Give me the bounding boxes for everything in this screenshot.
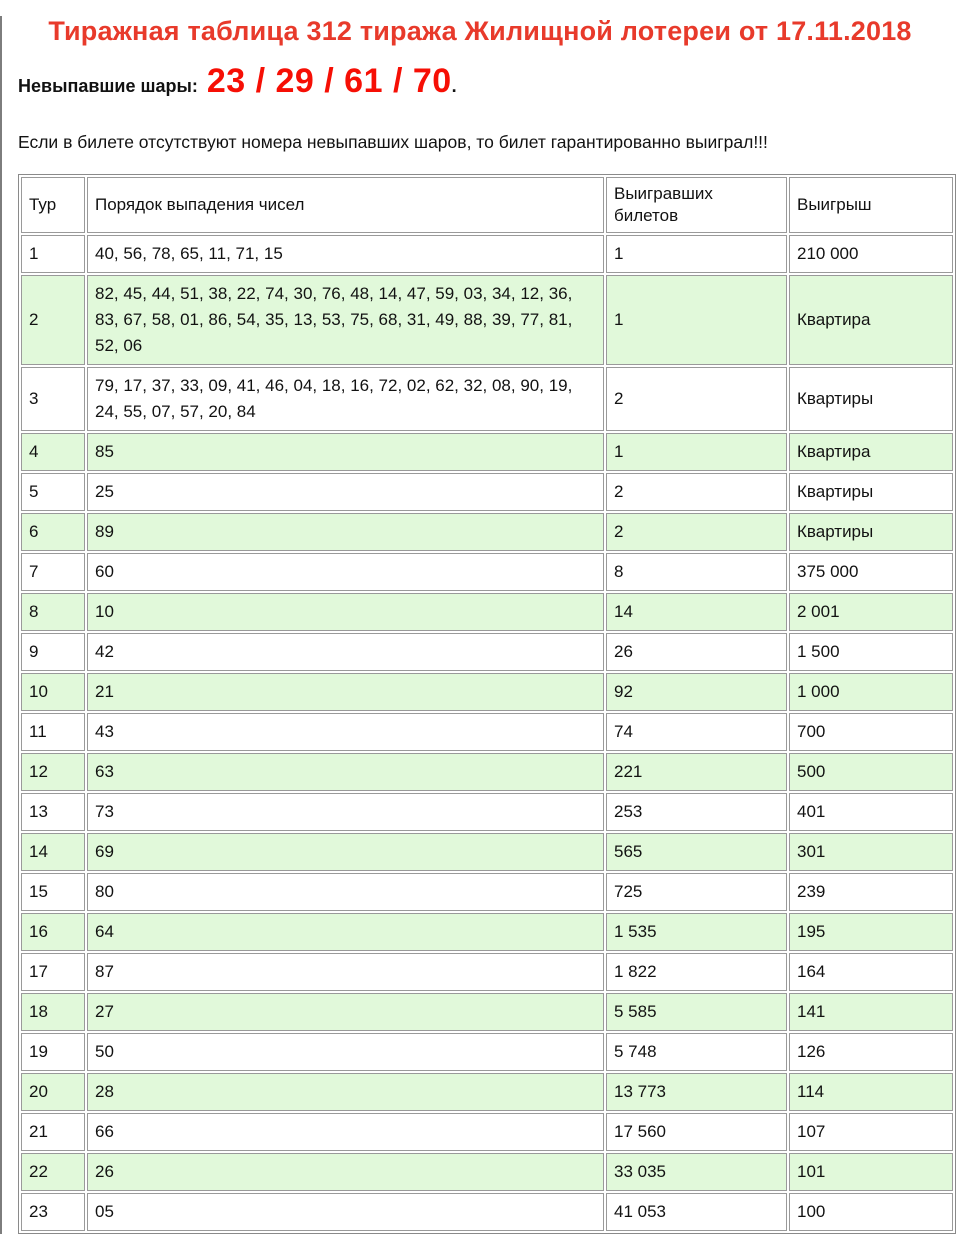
table-row bbox=[21, 1153, 953, 1191]
cell-prize: 141 bbox=[789, 993, 953, 1031]
cell-tour: 12 bbox=[21, 753, 85, 791]
col-header-tour: Тур bbox=[21, 177, 85, 233]
cell-numbers: 05 bbox=[87, 1193, 604, 1231]
cell-tickets: 221 bbox=[606, 753, 787, 791]
cell-tour: 18 bbox=[21, 993, 85, 1031]
missing-balls-value: 23 / 29 / 61 / 70 bbox=[206, 62, 452, 100]
cell-tickets: 5 585 bbox=[606, 993, 787, 1031]
table-row bbox=[21, 275, 953, 365]
cell-tickets: 1 535 bbox=[606, 913, 787, 951]
cell-tickets: 725 bbox=[606, 873, 787, 911]
cell-prize: 195 bbox=[789, 913, 953, 951]
cell-prize: Квартира bbox=[789, 275, 953, 365]
cell-tour: 17 bbox=[21, 953, 85, 991]
cell-prize: 301 bbox=[789, 833, 953, 871]
results-body bbox=[21, 235, 953, 1231]
cell-numbers: 85 bbox=[87, 433, 604, 471]
cell-tour: 16 bbox=[21, 913, 85, 951]
cell-numbers: 10 bbox=[87, 593, 604, 631]
table-row bbox=[21, 953, 953, 991]
cell-numbers: 60 bbox=[87, 553, 604, 591]
table-row bbox=[21, 235, 953, 273]
table-row bbox=[21, 367, 953, 431]
table-row bbox=[21, 993, 953, 1031]
cell-tour: 11 bbox=[21, 713, 85, 751]
cell-tour: 6 bbox=[21, 513, 85, 551]
cell-tour: 4 bbox=[21, 433, 85, 471]
table-row bbox=[21, 1113, 953, 1151]
cell-prize: 164 bbox=[789, 953, 953, 991]
cell-numbers: 73 bbox=[87, 793, 604, 831]
cell-tickets: 253 bbox=[606, 793, 787, 831]
cell-tickets: 1 822 bbox=[606, 953, 787, 991]
cell-tour: 2 bbox=[21, 275, 85, 365]
page-title: Тиражная таблица 312 тиража Жилищной лотереи от 17.11.2018 bbox=[48, 16, 912, 46]
cell-prize: Квартира bbox=[789, 433, 953, 471]
cell-tour: 15 bbox=[21, 873, 85, 911]
cell-tickets: 74 bbox=[606, 713, 787, 751]
table-row bbox=[21, 713, 953, 751]
cell-tickets: 13 773 bbox=[606, 1073, 787, 1111]
cell-prize: 101 bbox=[789, 1153, 953, 1191]
cell-prize: 401 bbox=[789, 793, 953, 831]
results-table bbox=[18, 174, 956, 1234]
cell-tour: 1 bbox=[21, 235, 85, 273]
col-header-numbers: Порядок выпадения чисел bbox=[87, 177, 604, 233]
cell-numbers: 27 bbox=[87, 993, 604, 1031]
page bbox=[0, 16, 958, 1234]
cell-tour: 20 bbox=[21, 1073, 85, 1111]
missing-balls-line bbox=[18, 59, 958, 108]
cell-tickets: 1 bbox=[606, 275, 787, 365]
table-row bbox=[21, 793, 953, 831]
table-row bbox=[21, 1033, 953, 1071]
cell-tour: 10 bbox=[21, 673, 85, 711]
cell-prize: 239 bbox=[789, 873, 953, 911]
cell-numbers: 63 bbox=[87, 753, 604, 791]
col-header-tickets: Выигравших билетов bbox=[606, 177, 787, 233]
col-header-prize: Выигрыш bbox=[789, 177, 953, 233]
cell-prize: 210 000 bbox=[789, 235, 953, 273]
cell-numbers: 25 bbox=[87, 473, 604, 511]
cell-prize: Квартиры bbox=[789, 473, 953, 511]
table-header-row bbox=[21, 177, 953, 233]
cell-numbers: 50 bbox=[87, 1033, 604, 1071]
cell-tour: 3 bbox=[21, 367, 85, 431]
cell-tickets: 1 bbox=[606, 433, 787, 471]
cell-tickets: 5 748 bbox=[606, 1033, 787, 1071]
table-row bbox=[21, 433, 953, 471]
guarantee-note: Если в билете отсутствуют номера невыпавших шаров, то билет гарантированно выиграл!!! bbox=[18, 132, 768, 152]
cell-tickets: 14 bbox=[606, 593, 787, 631]
cell-tickets: 2 bbox=[606, 513, 787, 551]
cell-numbers: 42 bbox=[87, 633, 604, 671]
cell-numbers: 69 bbox=[87, 833, 604, 871]
cell-prize: 114 bbox=[789, 1073, 953, 1111]
cell-numbers: 79, 17, 37, 33, 09, 41, 46, 04, 18, 16, 72, 02, 62, 32, 08, 90, 19, 24, 55, 07, 57, 20, 84 bbox=[87, 367, 604, 431]
cell-tour: 22 bbox=[21, 1153, 85, 1191]
cell-numbers: 89 bbox=[87, 513, 604, 551]
cell-prize: 107 bbox=[789, 1113, 953, 1151]
cell-tickets: 17 560 bbox=[606, 1113, 787, 1151]
cell-numbers: 87 bbox=[87, 953, 604, 991]
cell-tour: 5 bbox=[21, 473, 85, 511]
cell-tickets: 1 bbox=[606, 235, 787, 273]
table-row bbox=[21, 633, 953, 671]
cell-numbers: 21 bbox=[87, 673, 604, 711]
cell-numbers: 66 bbox=[87, 1113, 604, 1151]
cell-prize: 1 000 bbox=[789, 673, 953, 711]
cell-numbers: 43 bbox=[87, 713, 604, 751]
cell-prize: Квартиры bbox=[789, 513, 953, 551]
table-row bbox=[21, 1073, 953, 1111]
cell-numbers: 80 bbox=[87, 873, 604, 911]
missing-balls-period: . bbox=[451, 76, 457, 96]
cell-prize: Квартиры bbox=[789, 367, 953, 431]
cell-numbers: 82, 45, 44, 51, 38, 22, 74, 30, 76, 48, 14, 47, 59, 03, 34, 12, 36, 83, 67, 58, 01, 86, 54, 35, 13, 53, 75, 68, 31, 49, 88, 39, 77, 81, 52, 06 bbox=[87, 275, 604, 365]
cell-prize: 100 bbox=[789, 1193, 953, 1231]
table-row bbox=[21, 553, 953, 591]
table-row bbox=[21, 913, 953, 951]
cell-numbers: 28 bbox=[87, 1073, 604, 1111]
cell-prize: 1 500 bbox=[789, 633, 953, 671]
table-row bbox=[21, 593, 953, 631]
cell-tour: 9 bbox=[21, 633, 85, 671]
cell-prize: 2 001 bbox=[789, 593, 953, 631]
cell-prize: 700 bbox=[789, 713, 953, 751]
cell-tickets: 8 bbox=[606, 553, 787, 591]
cell-tour: 21 bbox=[21, 1113, 85, 1151]
table-row bbox=[21, 473, 953, 511]
table-row bbox=[21, 513, 953, 551]
cell-tickets: 2 bbox=[606, 473, 787, 511]
cell-numbers: 40, 56, 78, 65, 11, 71, 15 bbox=[87, 235, 604, 273]
cell-tickets: 41 053 bbox=[606, 1193, 787, 1231]
cell-tour: 23 bbox=[21, 1193, 85, 1231]
table-row bbox=[21, 1193, 953, 1231]
cell-tickets: 92 bbox=[606, 673, 787, 711]
table-row bbox=[21, 873, 953, 911]
cell-tour: 14 bbox=[21, 833, 85, 871]
cell-prize: 375 000 bbox=[789, 553, 953, 591]
cell-tickets: 565 bbox=[606, 833, 787, 871]
table-row bbox=[21, 673, 953, 711]
cell-tour: 19 bbox=[21, 1033, 85, 1071]
cell-tour: 13 bbox=[21, 793, 85, 831]
cell-prize: 500 bbox=[789, 753, 953, 791]
cell-tickets: 26 bbox=[606, 633, 787, 671]
cell-tour: 8 bbox=[21, 593, 85, 631]
cell-tour: 7 bbox=[21, 553, 85, 591]
table-row bbox=[21, 833, 953, 871]
missing-balls-label: Невыпавшие шары: bbox=[18, 76, 198, 96]
cell-prize: 126 bbox=[789, 1033, 953, 1071]
cell-numbers: 64 bbox=[87, 913, 604, 951]
cell-numbers: 26 bbox=[87, 1153, 604, 1191]
table-row bbox=[21, 753, 953, 791]
cell-tickets: 33 035 bbox=[606, 1153, 787, 1191]
cell-tickets: 2 bbox=[606, 367, 787, 431]
